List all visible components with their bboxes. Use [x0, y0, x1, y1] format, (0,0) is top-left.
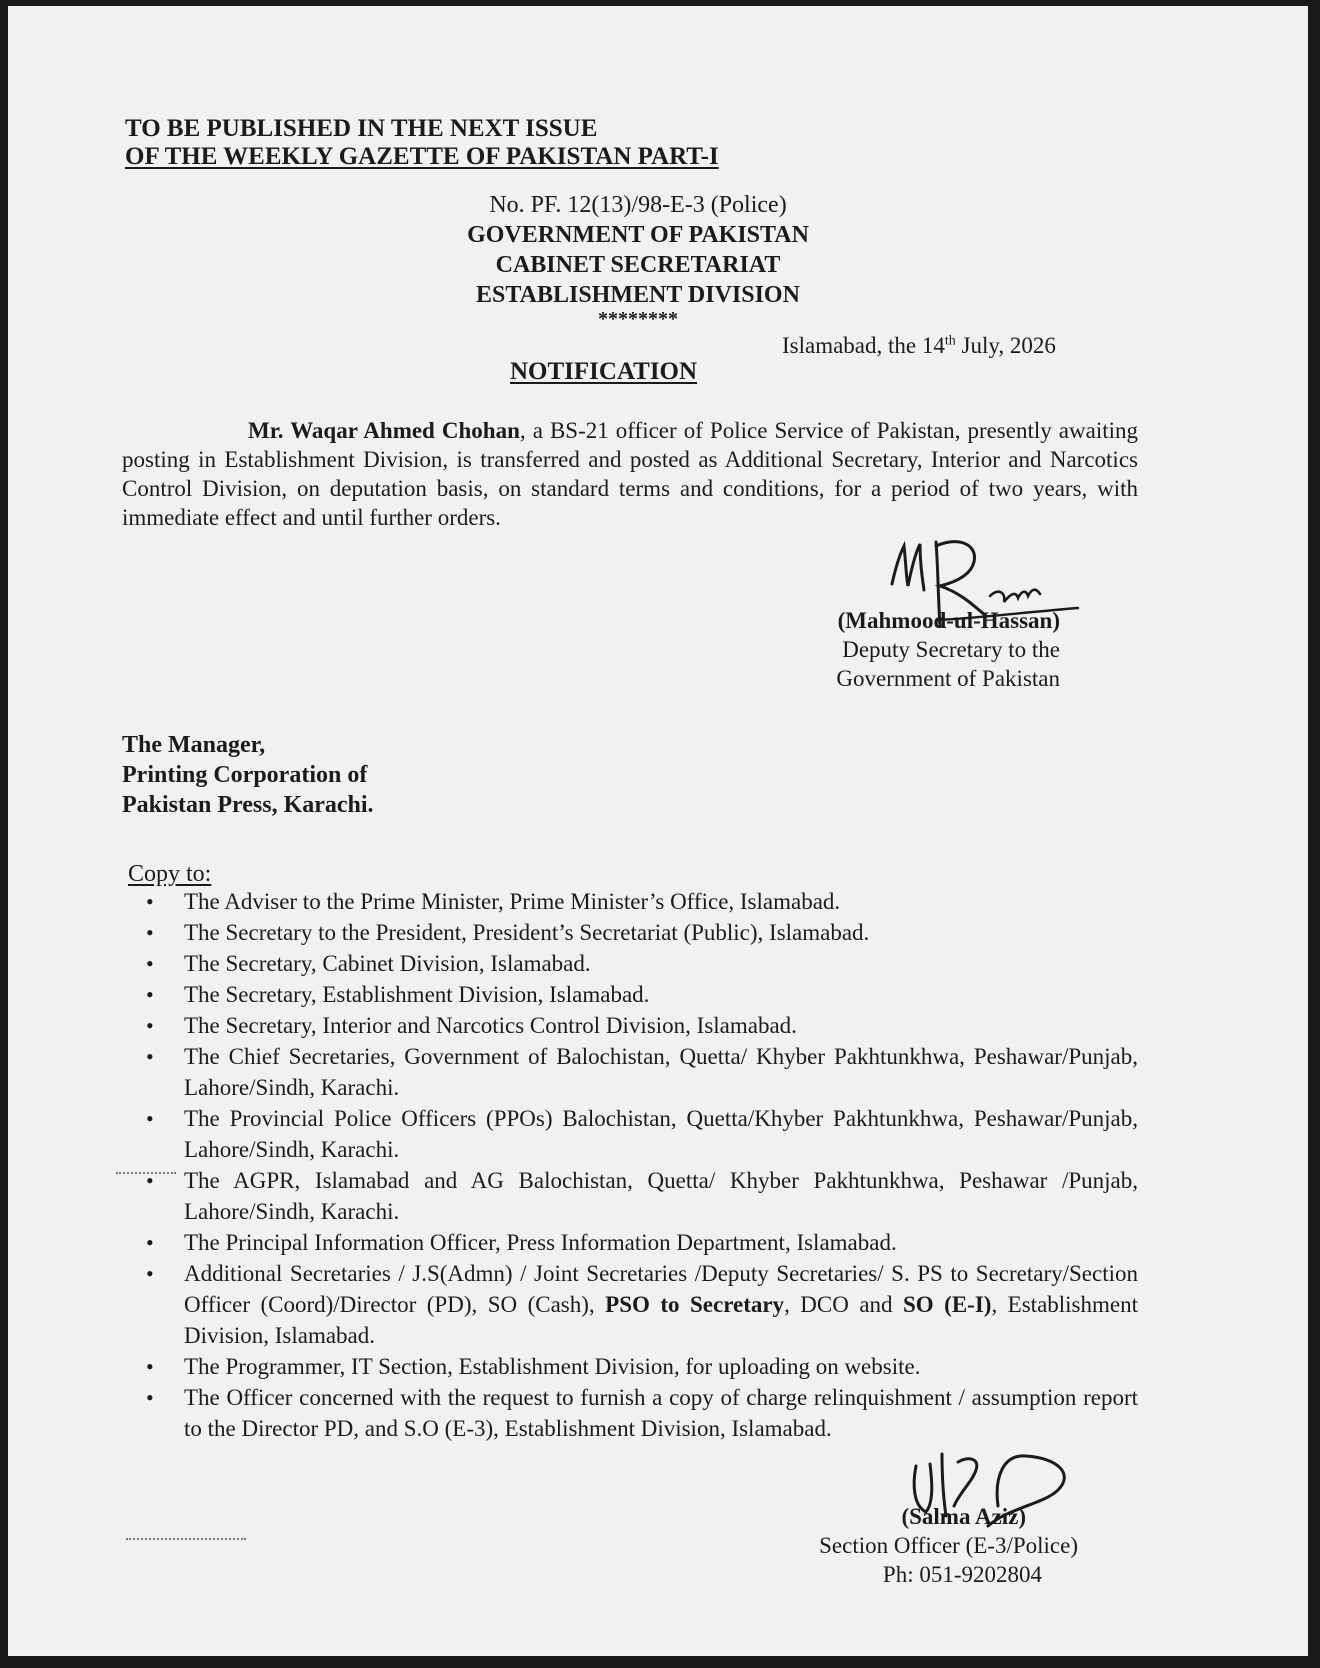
- list-item: • The Secretary to the President, President’s Secretariat (Public), Islamabad.: [126, 917, 1138, 948]
- list-item: • The Secretary, Interior and Narcotics Control Division, Islamabad.: [126, 1010, 1138, 1041]
- secretariat-name: CABINET SECRETARIAT: [495, 252, 781, 278]
- list-item: • The Officer concerned with the request to furnish a copy of charge relinquishment / assumption report to the Director PD, and S.O (E-3), Establishment Division, Islamabad.: [126, 1382, 1138, 1444]
- addressee-line1: The Manager,: [122, 732, 266, 758]
- signatory1-block: [808, 606, 1060, 693]
- gazette-header-line1: TO BE PUBLISHED IN THE NEXT ISSUE: [125, 115, 598, 142]
- list-item: • The Principal Information Officer, Press Information Department, Islamabad.: [126, 1227, 1138, 1258]
- addressee-block: [122, 730, 374, 820]
- signatory2-phone: Ph: 051-9202804: [882, 1562, 1042, 1587]
- gazette-header-line2: OF THE WEEKLY GAZETTE OF PAKISTAN PART-I: [125, 143, 719, 170]
- copy-to-title: Copy to:: [128, 861, 212, 887]
- notification-body: [122, 416, 1138, 532]
- list-item: • The Adviser to the Prime Minister, Prime Minister’s Office, Islamabad.: [126, 886, 1138, 917]
- list-item: • The Chief Secretaries, Government of Balochistan, Quetta/ Khyber Pakhtunkhwa, Peshawar/Punjab, Lahore/Sindh, Karachi.: [126, 1041, 1138, 1103]
- signatory1-designation: Deputy Secretary to the: [842, 637, 1060, 662]
- signatory2-block: [788, 1502, 1078, 1589]
- signatory2-name: (Salma Aziz): [901, 1504, 1026, 1529]
- dotted-mark: [126, 1538, 246, 1540]
- signatory2-designation: Section Officer (E-3/Police): [819, 1533, 1078, 1558]
- notification-title: NOTIFICATION: [510, 358, 698, 385]
- notification-date: Islamabad, the 14th July, 2026: [782, 333, 1056, 358]
- separator-stars: ********: [598, 308, 678, 330]
- dotted-mark: [116, 1172, 176, 1174]
- government-name: GOVERNMENT OF PAKISTAN: [467, 222, 809, 248]
- addressee-line3: Pakistan Press, Karachi.: [122, 792, 374, 818]
- document-page: [8, 6, 1308, 1656]
- file-number: No. PF. 12(13)/98-E-3 (Police): [489, 192, 787, 218]
- division-name: ESTABLISHMENT DIVISION: [476, 282, 800, 308]
- list-item: • The Secretary, Establishment Division, Islamabad.: [126, 979, 1138, 1010]
- list-item: • The AGPR, Islamabad and AG Balochistan, Quetta/ Khyber Pakhtunkhwa, Peshawar /Punjab, Lahore/Sindh, Karachi.: [126, 1165, 1138, 1227]
- body-text: , a BS-21 officer of Police Service of Pakistan, presently awaiting posting in Establishment Division, is transferred and posted as Additional Secretary, Interior and Narcotics Control Division, on deputation basis, on standard terms and conditions, for a period of two years, with immediate effect and until further orders.: [122, 418, 1138, 530]
- copy-to-list: [126, 886, 1138, 1444]
- addressee-line2: Printing Corporation of: [122, 762, 368, 788]
- signatory1-name: (Mahmood-ul-Hassan): [837, 608, 1060, 633]
- officer-name: Mr. Waqar Ahmed Chohan: [248, 418, 520, 443]
- list-item: • Additional Secretaries / J.S(Admn) / Joint Secretaries /Deputy Secretaries/ S. PS to Secretary/Section Officer (Coord)/Director (PD), SO (Cash), PSO to Secretary, DCO and SO (E-I), Establishment Division, Islamabad.: [126, 1258, 1138, 1351]
- list-item: • The Programmer, IT Section, Establishment Division, for uploading on website.: [126, 1351, 1138, 1382]
- list-item: • The Secretary, Cabinet Division, Islamabad.: [126, 948, 1138, 979]
- signatory1-org: Government of Pakistan: [836, 666, 1060, 691]
- office-block: [428, 190, 848, 328]
- list-item: • The Provincial Police Officers (PPOs) Balochistan, Quetta/Khyber Pakhtunkhwa, Peshawar/Punjab, Lahore/Sindh, Karachi.: [126, 1103, 1138, 1165]
